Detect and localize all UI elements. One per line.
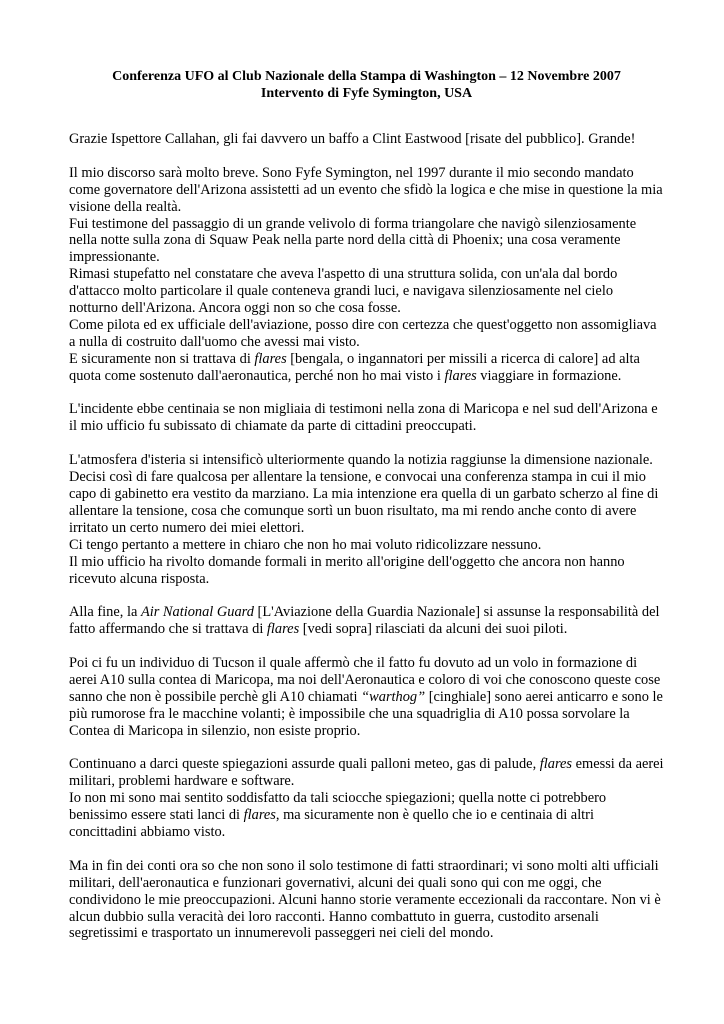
paragraph: Il mio discorso sarà molto breve. Sono Fyfe Symington, nel 1997 durante il mio secondo mandato come governatore dell'Arizona assistetti ad un evento che sfidò la logica e che mise in questione la mia visione della realtà.: [69, 164, 663, 215]
flares-term: flares: [539, 756, 573, 773]
paragraph: Alla fine, la Air National Guard [L'Aviazione della Guardia Nazionale] si assunse la responsabilità del fatto affermando che si trattava di flares [vedi sopra] rilasciati da alcuni dei suoi piloti.: [69, 604, 660, 638]
paragraph: Io non mi sono mai sentito soddisfatto da tali sciocche spiegazioni; quella notte ci potrebbero benissimo essere stati lanci di flares, ma sicuramente non è quello che io e centinaia di altri concittadini abbiamo visto.: [69, 790, 607, 841]
document-body: [69, 131, 664, 942]
paragraph: Ci tengo pertanto a mettere in chiaro che non ho mai voluto ridicolizzare nessuno.: [69, 536, 542, 553]
title-line-2: Intervento di Fyfe Symington, USA: [260, 86, 473, 101]
document-title: [69, 68, 664, 102]
air-national-guard-term: Air National Guard: [140, 604, 254, 621]
flares-term: flares: [254, 350, 287, 367]
flares-term: flares: [444, 367, 477, 384]
paragraph: L'atmosfera d'isteria si intensificò ulteriormente quando la notizia raggiunse la dimensione nazionale. Decisi così di fare qualcosa per allentare la tensione, e convocai una conferenza stampa in cui il mio capo di gabinetto era vestito da marziano. La mia intenzione era quella di un garbato scherzo al fine di allentare la tensione, cosa che comunque sortì un buon risultato, ma mi rendo anche conto di avere irritato un certo numero dei miei elettori.: [69, 452, 659, 536]
paragraph: Continuano a darci queste spiegazioni assurde quali palloni meteo, gas di palude, flares emessi da aerei militari, problemi hardware e software.: [69, 756, 664, 790]
warthog-term: “warthog”: [361, 688, 426, 705]
title-line-1: Conferenza UFO al Club Nazionale della Stampa di Washington – 12 Novembre 2007: [112, 69, 621, 84]
paragraph: Poi ci fu un individuo di Tucson il quale affermò che il fatto fu dovuto ad un volo in formazione di aerei A10 sulla contea di Maricopa, ma noi dell'Aeronautica e coloro di voi che conoscono queste cose sanno che non è possibile perchè gli A10 chiamati “warthog” [cinghiale] sono aerei anticarro e sono le più rumorose fra le macchine volanti; è impossibile che una squadriglia di A10 possa sorvolare la Contea di Maricopa in silenzio, non esiste proprio.: [69, 655, 663, 739]
flares-term: flares: [266, 621, 300, 638]
paragraph: Ma in fin dei conti ora so che non sono il solo testimone di fatti straordinari; vi sono molti alti ufficiali militari, dell'aeronautica e funzionari governativi, alcuni dei quali sono qui con me oggi, che condividono le mie preoccupazioni. Alcuni hanno storie veramente eccezionali da raccontare. Non vi è alcun dubbio sulla veracità dei loro racconti. Hanno combattuto in guerra, custodito arsenali segretissimi e trasportato un innumerevoli passeggeri nei cieli del mondo.: [69, 857, 661, 942]
paragraph: E sicuramente non si trattava di flares [bengala, o ingannatori per missili a ricerca di calore] ad alta quota come sostenuto dall'aeronautica, perché non ho mai visto i flares viaggiare in formazione.: [69, 350, 640, 384]
paragraph: Come pilota ed ex ufficiale dell'aviazione, posso dire con certezza che quest'oggetto non assomigliava a nulla di costruito dall'uomo che avessi mai visto.: [69, 316, 657, 350]
paragraph: Grazie Ispettore Callahan, gli fai davvero un baffo a Clint Eastwood [risate del pubblico]. Grande!: [69, 131, 636, 147]
paragraph: L'incidente ebbe centinaia se non migliaia di testimoni nella zona di Maricopa e nel sud dell'Arizona e il mio ufficio fu subissato di chiamate da parte di cittadini preoccupati.: [69, 401, 658, 435]
paragraph: Rimasi stupefatto nel constatare che aveva l'aspetto di una struttura solida, con un'ala dal bordo d'attacco molto particolare il quale conteneva grandi luci, e navigava silenziosamente nel cielo notturno dell'Arizona. Ancora oggi non so che cosa fosse.: [69, 266, 618, 317]
flares-term: flares: [243, 807, 276, 824]
paragraph: Fui testimone del passaggio di un grande velivolo di forma triangolare che navigò silenziosamente nella notte sulla zona di Squaw Peak nella parte nord della città di Phoenix; una cosa veramente impressionante.: [69, 215, 637, 266]
paragraph: Il mio ufficio ha rivolto domande formali in merito all'origine dell'oggetto che ancora non hanno ricevuto alcuna risposta.: [69, 553, 625, 587]
